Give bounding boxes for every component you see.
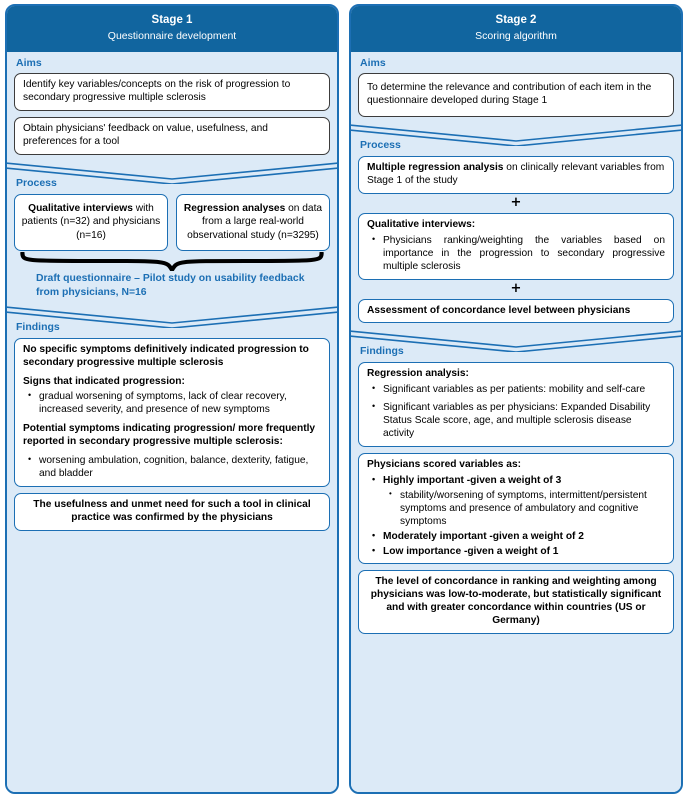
stage-2-findings-section <box>351 330 681 792</box>
stage-1-subtitle: Questionnaire development <box>107 29 237 42</box>
scored-variables-subbullets <box>383 490 665 529</box>
scored-variables-bullets <box>367 475 665 559</box>
stage-2-findings-label: Findings <box>360 345 404 358</box>
scored-bullet-1-text: Highly important -given a weight of 3 <box>383 474 562 486</box>
qualitative-interviews-bullets <box>367 235 665 274</box>
stage-2-process-box-3: Assessment of concordance level between physicians <box>358 299 674 324</box>
stage-2-process-box-1 <box>358 156 674 194</box>
stage-2-header <box>351 6 681 52</box>
stage-1-process-box-regression <box>176 194 330 251</box>
stage-2-process-box-2 <box>358 213 674 280</box>
stage-2-findings-box-1 <box>358 362 674 447</box>
multiple-regression-bold-lead: Multiple regression analysis <box>367 161 504 173</box>
stage-1-header <box>7 6 337 52</box>
stage-1-findings-section <box>7 306 337 792</box>
list-item: • Low importance -given a weight of 1 <box>383 546 665 559</box>
stage-1-findings-label: Findings <box>16 321 60 334</box>
regression-rest: on data from a large real-world observational study (n=3295) <box>187 202 323 242</box>
qualitative-bold-lead: Qualitative interviews <box>28 202 133 214</box>
stage-1-title: Stage 1 <box>151 14 193 26</box>
list-item: • Significant variables as per patients: mobility and self-care <box>383 384 665 397</box>
list-item: • Physicians ranking/weighting the variables based on importance in the progression to secondary progressive multiple sclerosis <box>383 235 665 274</box>
stage-1-panel <box>5 4 339 794</box>
list-item: • worsening ambulation, cognition, balance, dexterity, fatigue, and bladder <box>39 455 321 481</box>
findings-bullet-list-1 <box>23 391 321 417</box>
list-item: • Significant variables as per physicians: Expanded Disability Status Scale score, age, and multiple sclerosis disease activity <box>383 402 665 441</box>
stage-2-process-label: Process <box>360 139 401 152</box>
stage-1-aims-box-2: Obtain physicians' feedback on value, usefulness, and preferences for a tool <box>14 117 330 155</box>
scored-variables-heading: Physicians scored variables as: <box>367 458 522 470</box>
multiple-regression-rest: on clinically relevant variables from Stage 1 of the study <box>367 161 665 186</box>
stage-1-process-boxes <box>14 194 330 251</box>
stage-2-findings-box-3: The level of concordance in ranking and weighting among physicians was low-to-moderate, but statistically significant and with greater concordance within countries (US or Germany) <box>358 570 674 634</box>
stage-2-subtitle: Scoring algorithm <box>475 29 557 42</box>
list-item: • gradual worsening of symptoms, lack of clear recovery, increased severity, and presence of new symptoms <box>39 391 321 417</box>
stage-1-process-label: Process <box>16 177 57 190</box>
qualitative-rest: with patients (n=32) and physicians (n=16) <box>21 202 161 242</box>
regression-analysis-bullets <box>367 384 665 441</box>
curly-brace-icon <box>14 252 330 271</box>
stage-1-findings-box-1 <box>14 338 330 488</box>
regression-analysis-heading: Regression analysis: <box>367 368 469 380</box>
stage-2-aims-section <box>351 52 681 125</box>
stage-1-process-box-qualitative <box>14 194 168 251</box>
findings-heading-3: Potential symptoms indicating progression/ more frequently reported in secondary progressive multiple sclerosis: <box>23 423 316 448</box>
stage-2-findings-box-2 <box>358 453 674 565</box>
qualitative-interviews-heading: Qualitative interviews: <box>367 218 476 230</box>
stage-2-panel <box>349 4 683 794</box>
stage-1-brace-group <box>14 252 330 299</box>
list-item: • stability/worsening of symptoms, intermittent/persistent symptoms and presence of ambulatory and cognitive symptoms <box>400 490 665 529</box>
findings-heading-2: Signs that indicated progression: <box>23 375 185 387</box>
stage-1-brace-caption: Draft questionnaire – Pilot study on usability feedback from physicians, N=16 <box>36 272 305 298</box>
stage-1-findings-box-2: The usefulness and unmet need for such a tool in clinical practice was confirmed by the physicians <box>14 493 330 531</box>
stage-1-aims-box-1: Identify key variables/concepts on the risk of progression to secondary progressive multiple sclerosis <box>14 73 330 111</box>
stage-1-process-section <box>7 162 337 306</box>
regression-bold-lead: Regression analyses <box>183 202 286 214</box>
stage-2-title: Stage 2 <box>495 14 537 26</box>
stage-2-aims-box-1: To determine the relevance and contribution of each item in the questionnaire developed during Stage 1 <box>358 73 674 117</box>
list-item <box>383 475 665 529</box>
findings-heading-1: No specific symptoms definitively indicated progression to secondary progressive multiple sclerosis <box>23 343 309 368</box>
plus-separator-icon-2: + <box>510 280 522 296</box>
stage-2-aims-label: Aims <box>360 56 386 69</box>
list-item: • Moderately important -given a weight of 2 <box>383 531 665 544</box>
plus-separator-icon-1: + <box>510 194 522 210</box>
stage-1-aims-section <box>7 52 337 162</box>
stage-2-process-section <box>351 124 681 330</box>
stage-1-aims-label: Aims <box>16 56 42 69</box>
findings-bullet-list-2 <box>23 455 321 481</box>
